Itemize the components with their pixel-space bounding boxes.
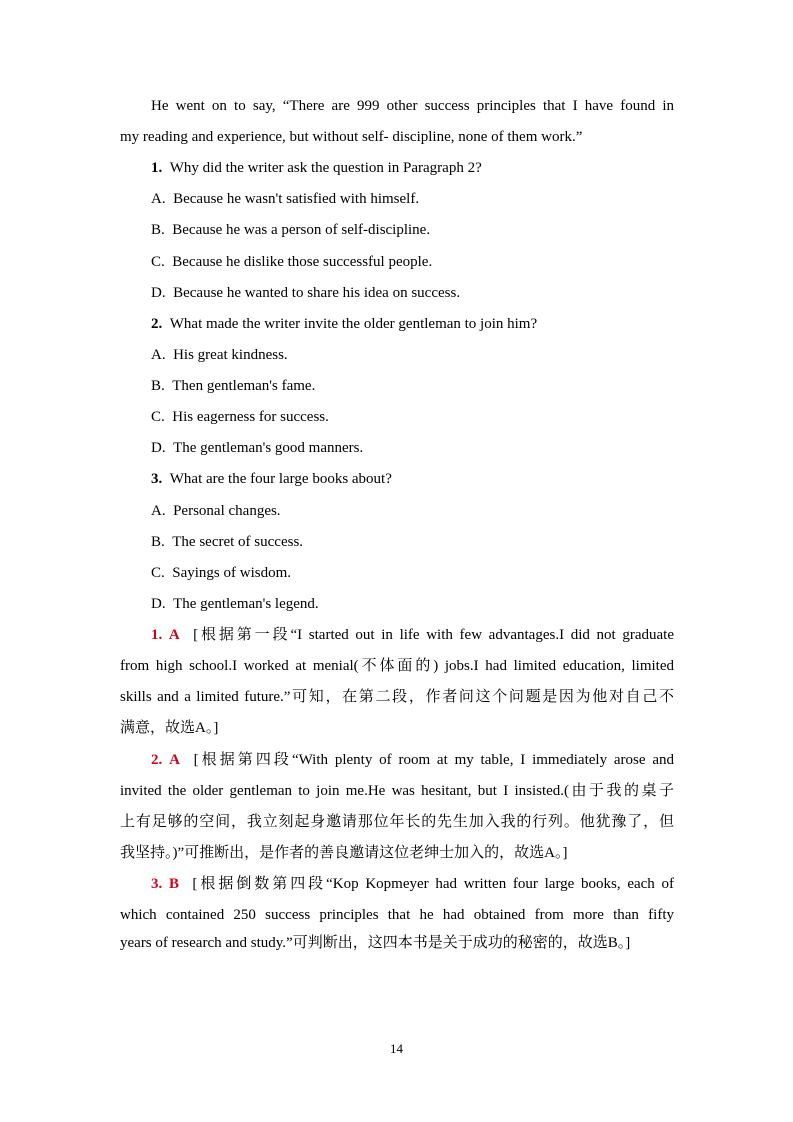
- question-1-stem: 1. Why did the writer ask the question in Paragraph 2?: [151, 160, 482, 176]
- answer-1-line-1: 1. A [根据第一段“I started out in life with few advantages.I did not graduate: [151, 627, 674, 643]
- option-2b: B. Then gentleman's fame.: [151, 378, 316, 394]
- answer-1-line-2: from high school.I worked at menial(不体面的) jobs.I had limited education, limited: [120, 658, 674, 674]
- answer-1-line-3: skills and a limited future.”可知，在第二段，作者问这个问题是因为他对自己不: [120, 689, 674, 705]
- question-3-stem: 3. What are the four large books about?: [151, 471, 392, 487]
- option-1d: D. Because he wanted to share his idea on success.: [151, 285, 461, 301]
- question-number: 1: [151, 160, 159, 176]
- option-2d: D. The gentleman's good manners.: [151, 440, 364, 456]
- option-1c: C. Because he dislike those successful people.: [151, 254, 433, 270]
- answer-1-line-4: 满意，故选A。]: [120, 720, 219, 736]
- passage-line-2: my reading and experience, but without self- discipline, none of them work.”: [120, 129, 583, 145]
- answer-2-line-3: 上有足够的空间，我立刻起身邀请那位年长的先生加入我的行列。他犹豫了，但: [120, 814, 674, 830]
- page-number: 14: [390, 1041, 403, 1056]
- answer-key: A: [169, 752, 180, 768]
- question-number: 3: [151, 471, 159, 487]
- answer-3-line-3: years of research and study.”可判断出，这四本书是关于成功的秘密的，故选B。]: [120, 935, 631, 951]
- option-1a: A. Because he wasn't satisfied with himself.: [151, 191, 420, 207]
- option-3d: D. The gentleman's legend.: [151, 596, 319, 612]
- option-3c: C. Sayings of wisdom.: [151, 565, 292, 581]
- option-3b: B. The secret of success.: [151, 534, 304, 550]
- option-3a: A. Personal changes.: [151, 503, 281, 519]
- answer-2-line-4: 我坚持。)”可推断出，是作者的善良邀请这位老绅士加入的，故选A。]: [120, 845, 568, 861]
- passage-line-1: He went on to say, “There are 999 other success principles that I have found in: [151, 98, 674, 114]
- answer-key: A: [168, 627, 180, 643]
- answer-3-line-1: 3. B [根据倒数第四段“Kop Kopmeyer had written four large books, each of: [151, 876, 675, 892]
- option-2c: C. His eagerness for success.: [151, 409, 329, 425]
- option-2a: A. His great kindness.: [151, 347, 288, 363]
- answer-3-line-2: which contained 250 success principles that he had obtained from more than fifty: [120, 907, 674, 923]
- option-1b: B. Because he was a person of self-discipline.: [151, 222, 431, 238]
- answer-2-line-1: 2. A [根据第四段“With plenty of room at my table, I immediately arose and: [151, 752, 675, 768]
- answer-2-line-2: invited the older gentleman to join me.He was hesitant, but I insisted.(由于我的桌子: [120, 783, 674, 799]
- question-2-stem: 2. What made the writer invite the older gentleman to join him?: [151, 316, 538, 332]
- question-number: 2: [151, 316, 159, 332]
- answer-key: B: [168, 876, 179, 892]
